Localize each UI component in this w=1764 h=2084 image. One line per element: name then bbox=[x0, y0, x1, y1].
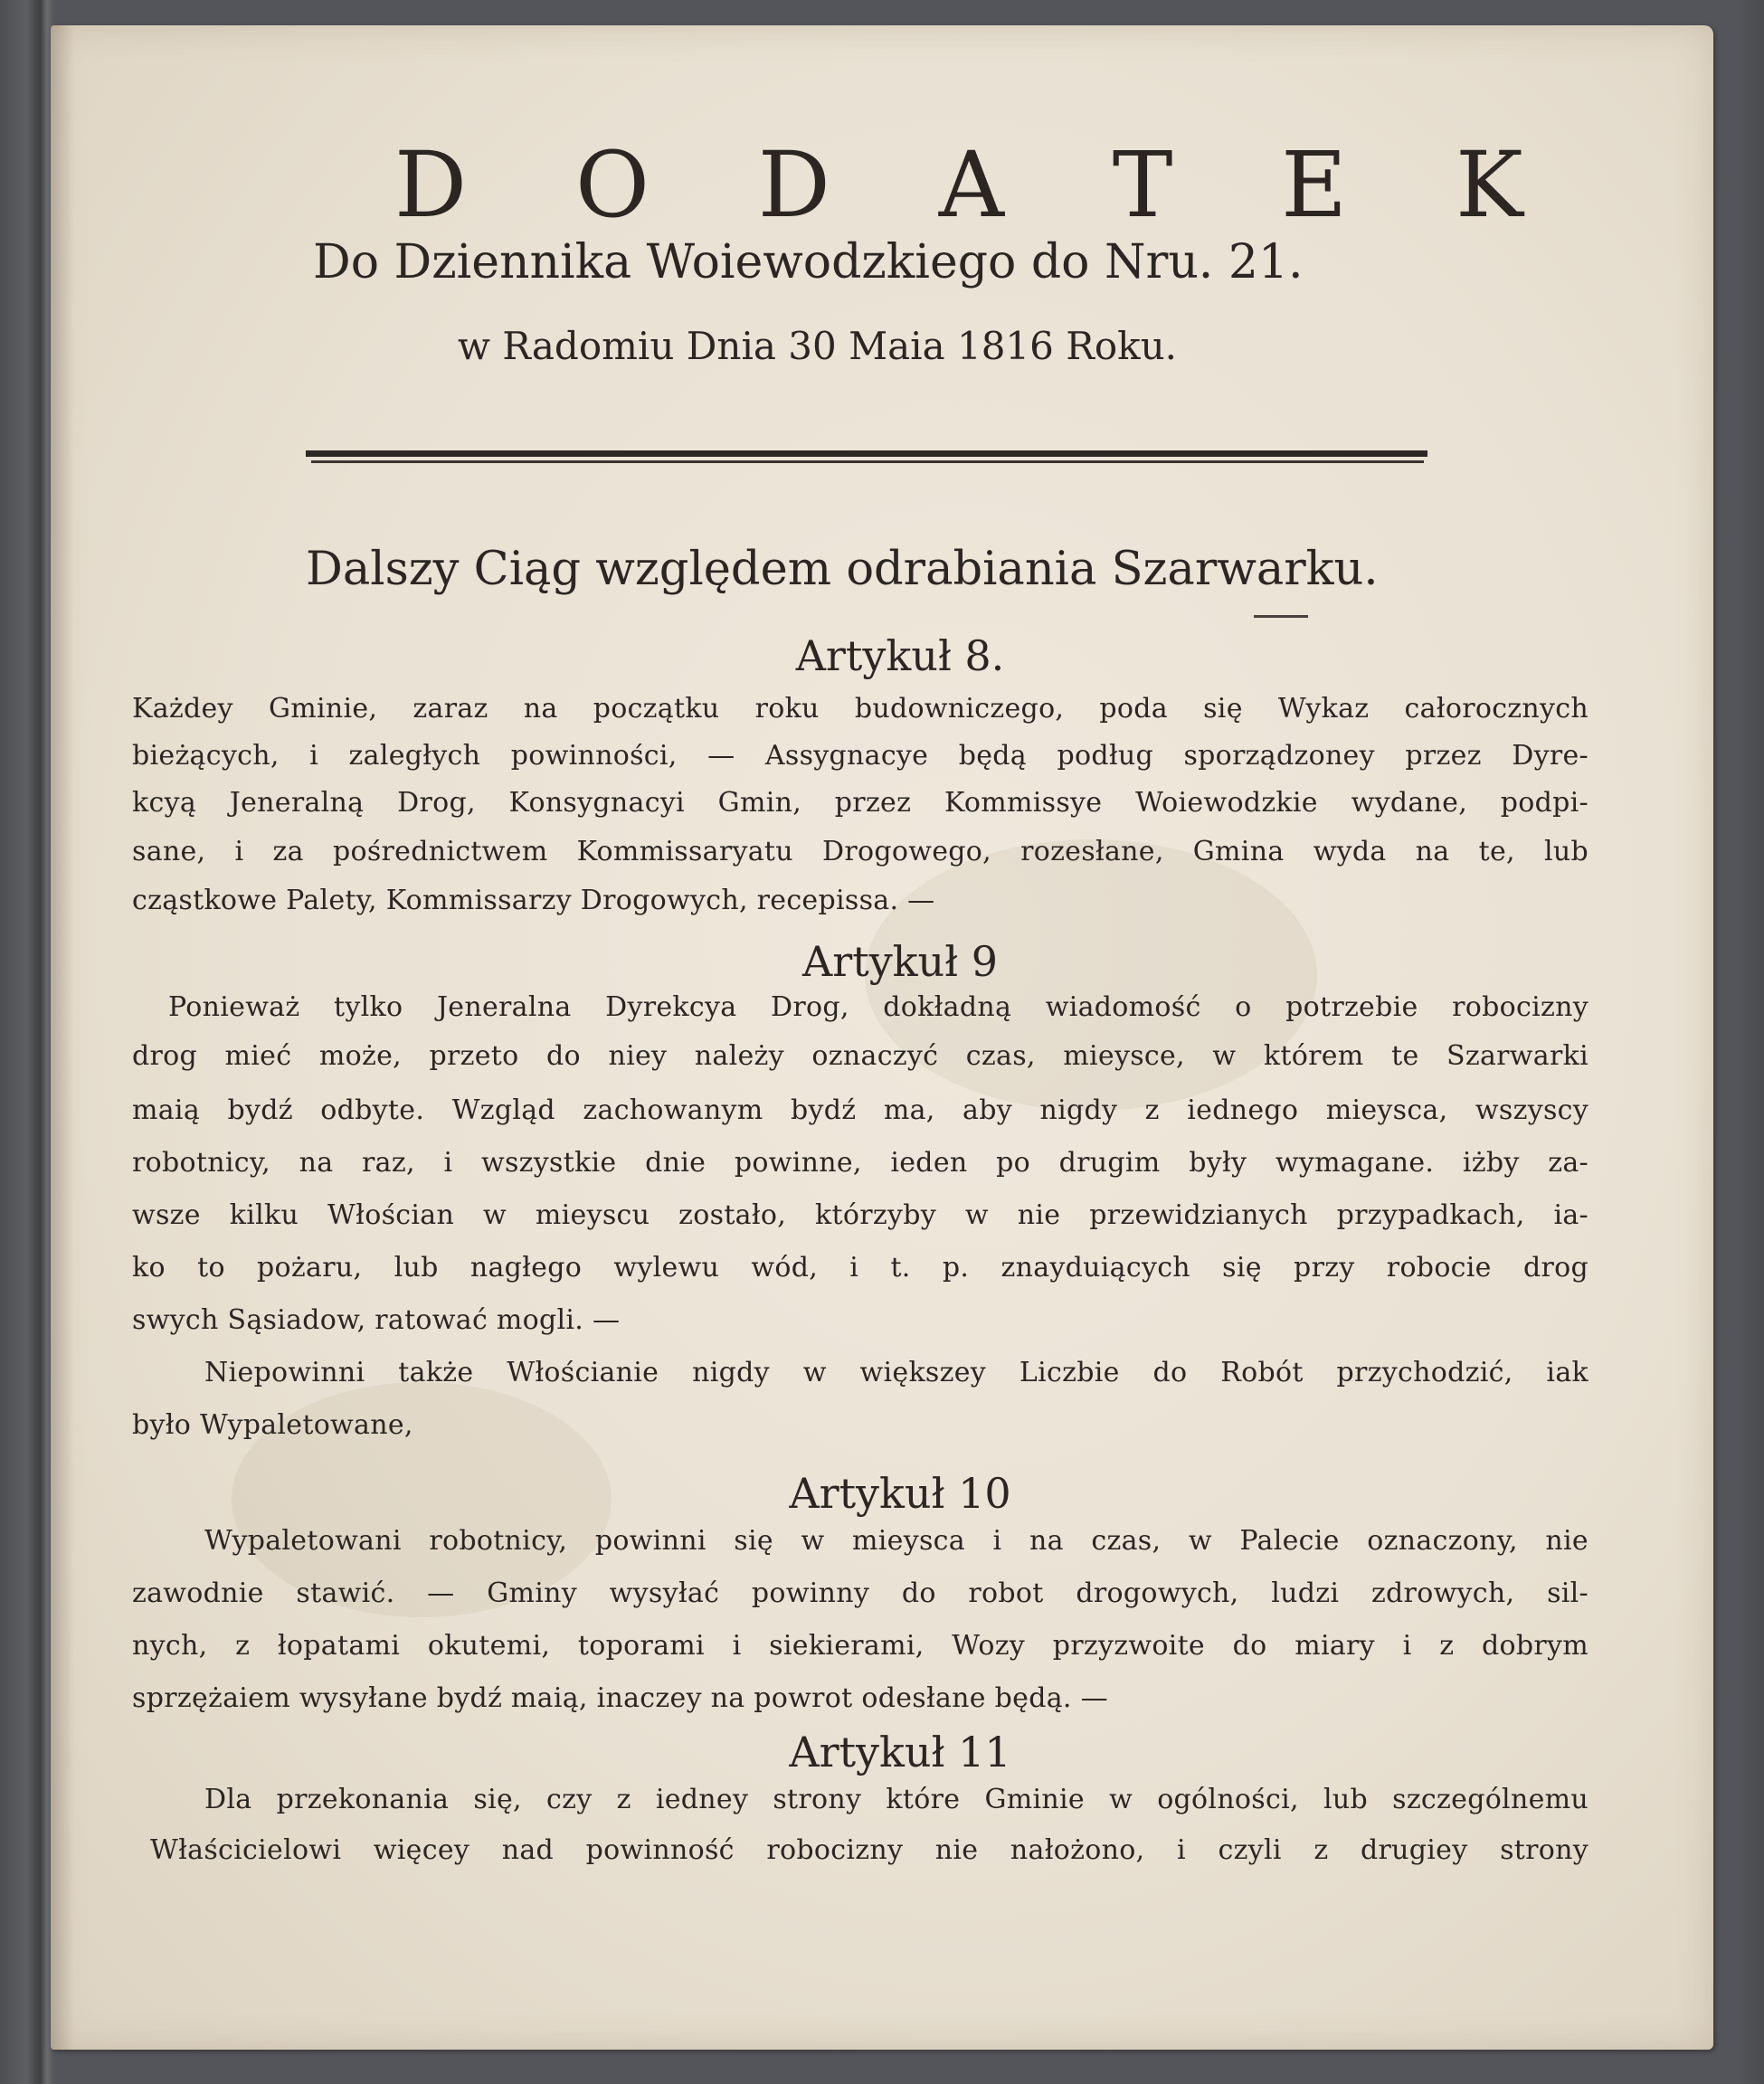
page-title: D O D A T E K bbox=[394, 132, 1563, 238]
article-9-heading: Artykuł 9 bbox=[802, 937, 998, 986]
article-8-heading: Artykuł 8. bbox=[795, 631, 1005, 680]
article-10-line: Wypaletowani robotnicy, powinni się w mieysca i na czas, w Palecie oznaczony, nie bbox=[204, 1525, 1589, 1557]
article-9-line: Niepowinni także Włościanie nigdy w większey Liczbie do Robót przychodzić, iak bbox=[204, 1357, 1589, 1388]
article-8-line: bieżących, i zaległych powinności, — Assygnacye będą podług sporządzoney przez Dyre- bbox=[132, 740, 1589, 772]
article-10-line: nych, z łopatami okutemi, toporami i siekierami, Wozy przyzwoite do miary i z dobrym bbox=[132, 1630, 1589, 1662]
article-8-line: sane, i za pośrednictwem Kommissaryatu Drogowego, rozesłane, Gmina wyda na te, lub bbox=[132, 836, 1589, 867]
article-9-line: maią bydź odbyte. Wzgląd zachowanym bydź ma, aby nigdy z iednego mieysca, wszyscy bbox=[132, 1094, 1589, 1126]
header-divider bbox=[306, 450, 1427, 467]
divider-thick-line bbox=[306, 450, 1427, 457]
divider-thin-line bbox=[311, 460, 1424, 463]
article-8-line: cząstkowe Palety, Kommissarzy Drogowych, recepissa. — bbox=[132, 885, 935, 916]
article-9-line: drog mieć może, przeto do niey należy oznaczyć czas, mieysce, w którem te Szarwarki bbox=[132, 1040, 1589, 1072]
article-10-line: zawodnie stawić. — Gminy wysyłać powinny do robot drogowych, ludzi zdrowych, sil- bbox=[132, 1577, 1589, 1609]
dateline: w Radomiu Dnia 30 Maia 1816 Roku. bbox=[458, 324, 1177, 368]
article-8-line: kcyą Jeneralną Drog, Konsygnacyi Gmin, przez Kommissye Woiewodzkie wydane, podpi- bbox=[132, 787, 1589, 819]
article-9-line: robotnicy, na raz, i wszystkie dnie powinne, ieden po drugim były wymagane. iżby za- bbox=[132, 1147, 1589, 1179]
article-11-line: Dla przekonania się, czy z iedney strony które Gminie w ogólności, lub szczególnemu bbox=[204, 1784, 1589, 1815]
article-9-line: swych Sąsiadow, ratować mogli. — bbox=[132, 1304, 621, 1336]
article-9-line: Ponieważ tylko Jeneralna Dyrekcya Drog, dokładną wiadomość o potrzebie robocizny bbox=[168, 991, 1589, 1023]
article-10-line: sprzężaiem wysyłane bydź maią, inaczey na powrot odesłane będą. — bbox=[132, 1682, 1108, 1714]
article-11-heading: Artykuł 11 bbox=[789, 1728, 1011, 1776]
newspaper-page bbox=[51, 25, 1713, 2050]
article-11-line: Właścicielowi więcey nad powinność robocizny nie nałożono, i czyli z drugiey strony bbox=[150, 1834, 1589, 1866]
ornament-dash bbox=[1254, 615, 1308, 618]
article-9-line: wsze kilku Włościan w mieyscu zostało, którzyby w nie przewidzianych przypadkach, ia- bbox=[132, 1199, 1589, 1231]
section-heading: Dalszy Ciąg względem odrabiania Szarwarku. bbox=[306, 543, 1379, 596]
article-9-line: było Wypaletowane, bbox=[132, 1409, 413, 1441]
article-8-line: Każdey Gminie, zaraz na początku roku budowniczego, poda się Wykaz całorocznych bbox=[132, 693, 1589, 725]
article-10-heading: Artykuł 10 bbox=[789, 1469, 1011, 1518]
article-9-line: ko to pożaru, lub nagłego wylewu wód, i t. p. znayduiących się przy robocie drog bbox=[132, 1252, 1589, 1284]
page-subtitle: Do Dziennika Woiewodzkiego do Nru. 21. bbox=[313, 235, 1304, 289]
